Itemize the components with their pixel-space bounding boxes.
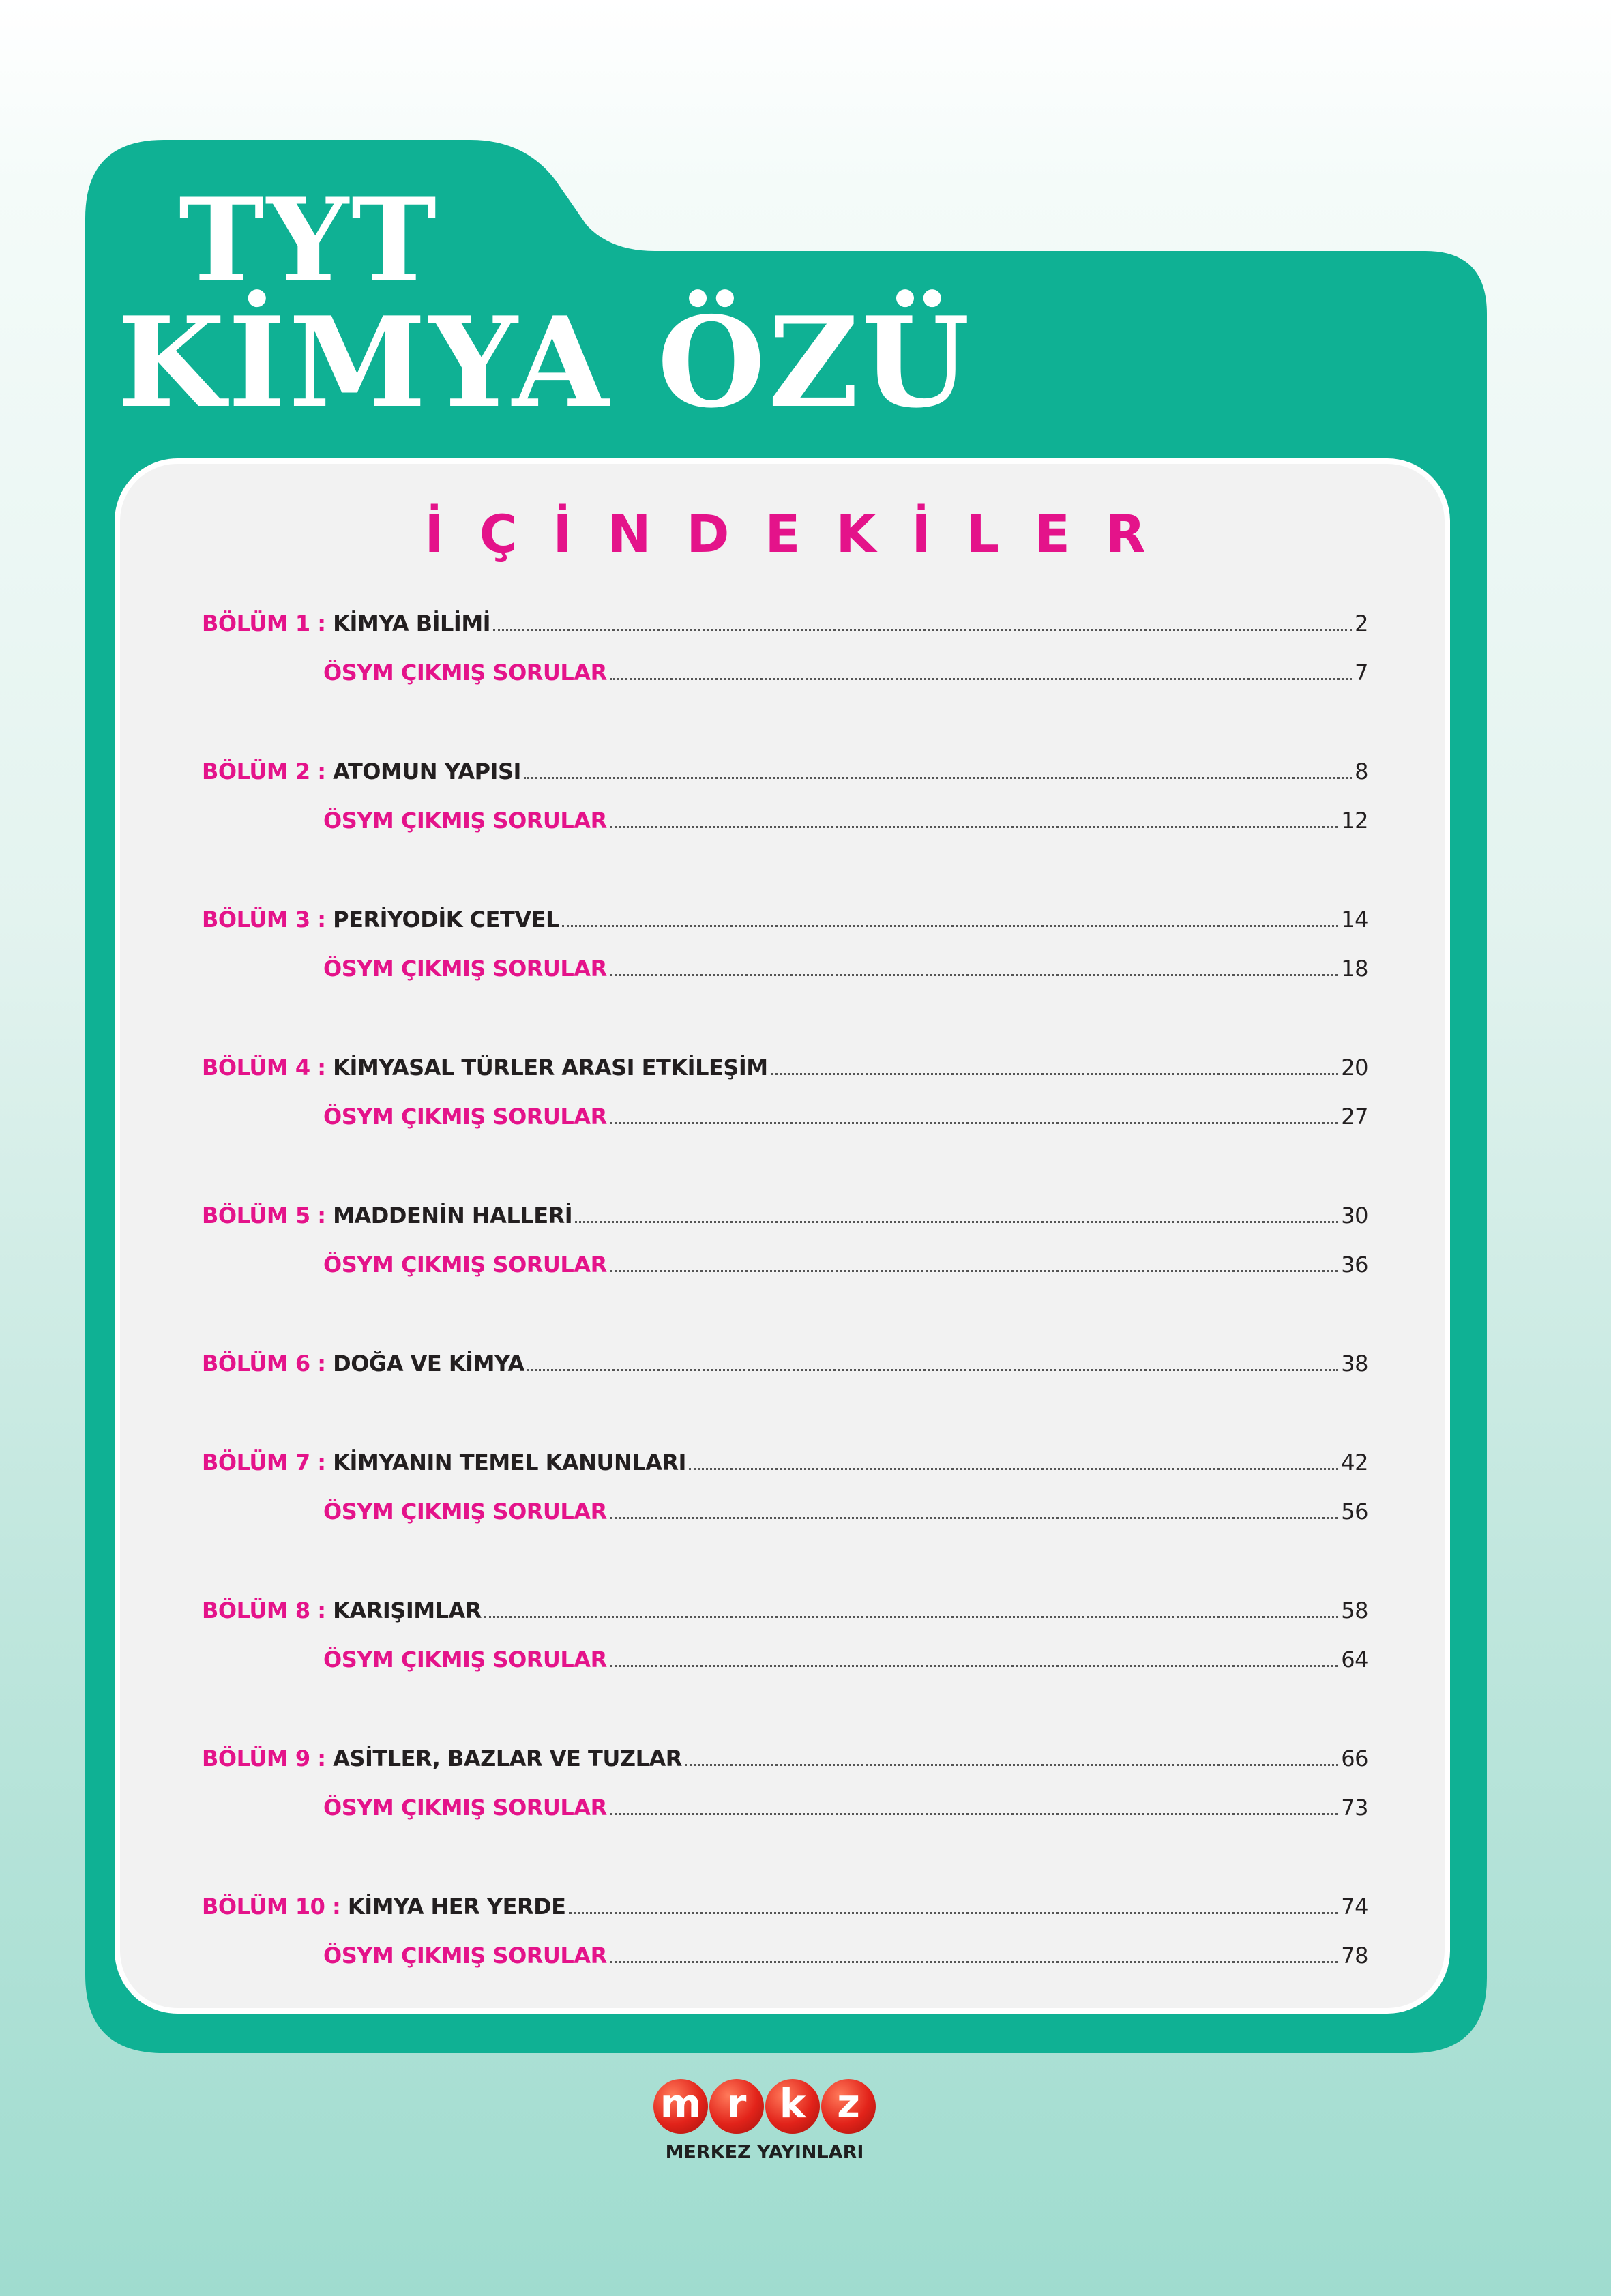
chapter-topic: ASİTLER, BAZLAR VE TUZLAR — [333, 1746, 682, 1771]
page-number: 12 — [1341, 808, 1368, 834]
chapter-label: BÖLÜM 10 : — [202, 1894, 348, 1919]
page-number: 42 — [1341, 1449, 1368, 1475]
toc-row-bolum-7[interactable] — [202, 1439, 1368, 1473]
chapter-label: BÖLÜM 5 : — [202, 1203, 334, 1228]
toc-row-bolum-6[interactable] — [202, 1340, 1368, 1377]
dot-leader — [689, 1468, 1338, 1470]
page-number: 56 — [1341, 1499, 1368, 1525]
toc-heading: İÇİNDEKİLER — [424, 503, 1181, 564]
page-number: 20 — [1341, 1055, 1368, 1080]
dot-leader — [484, 1616, 1338, 1618]
dot-leader — [610, 826, 1339, 828]
toc-row-osym-7[interactable] — [323, 1488, 1368, 1525]
page-number: 18 — [1341, 956, 1368, 982]
chapter-topic: MADDENİN HALLERİ — [333, 1203, 573, 1228]
osym-label: ÖSYM ÇIKMIŞ SORULAR — [323, 1104, 607, 1130]
logo-letter-z: z — [821, 2079, 876, 2134]
toc-row-bolum-4[interactable] — [202, 1044, 1368, 1078]
chapter-label: BÖLÜM 4 : — [202, 1055, 334, 1080]
toc-row-osym-5[interactable] — [323, 1241, 1368, 1276]
chapter-label: BÖLÜM 7 : — [202, 1449, 334, 1475]
osym-label: ÖSYM ÇIKMIŞ SORULAR — [323, 660, 607, 686]
dot-leader — [610, 1270, 1339, 1272]
page-number: 38 — [1341, 1351, 1368, 1377]
dot-leader — [562, 925, 1338, 927]
dot-leader — [610, 1665, 1339, 1667]
chapter-label: BÖLÜM 1 : — [202, 610, 334, 636]
page-number: 78 — [1341, 1943, 1368, 1969]
page-number: 64 — [1341, 1647, 1368, 1673]
page-number: 27 — [1341, 1104, 1368, 1130]
toc-row-osym-10[interactable] — [323, 1932, 1368, 1967]
chapter-label: BÖLÜM 8 : — [202, 1598, 334, 1623]
toc-row-osym-1[interactable] — [323, 649, 1368, 686]
chapter-topic: KİMYA HER YERDE — [347, 1894, 566, 1919]
page-number: 30 — [1341, 1203, 1368, 1228]
logo-letter-m: m — [653, 2079, 708, 2134]
dot-leader — [493, 629, 1352, 631]
toc-row-bolum-10[interactable] — [202, 1883, 1368, 1917]
page-number: 66 — [1341, 1746, 1368, 1771]
chapter-topic: KİMYANIN TEMEL KANUNLARI — [333, 1449, 686, 1475]
osym-label: ÖSYM ÇIKMIŞ SORULAR — [323, 1943, 607, 1969]
logo-letter-k: k — [765, 2079, 820, 2134]
toc-row-osym-4[interactable] — [323, 1093, 1368, 1128]
logo-letter-r: r — [709, 2079, 764, 2134]
chapter-label: BÖLÜM 3 : — [202, 907, 334, 932]
toc-row-bolum-8[interactable] — [202, 1587, 1368, 1621]
toc-row-bolum-1[interactable] — [202, 600, 1368, 634]
logo-letters — [651, 2079, 878, 2134]
page-number: 73 — [1341, 1795, 1368, 1821]
publisher-logo — [651, 2079, 878, 2168]
dot-leader — [610, 974, 1339, 976]
page-number: 7 — [1355, 660, 1368, 686]
dot-leader — [569, 1912, 1339, 1914]
chapter-topic: ATOMUN YAPISI — [333, 759, 521, 784]
chapter-label: BÖLÜM 2 : — [202, 759, 334, 784]
content-panel — [115, 458, 1450, 2014]
osym-label: ÖSYM ÇIKMIŞ SORULAR — [323, 1795, 607, 1821]
page-number: 8 — [1355, 759, 1368, 784]
osym-label: ÖSYM ÇIKMIŞ SORULAR — [323, 808, 607, 834]
toc-row-osym-2[interactable] — [323, 797, 1368, 834]
dot-leader — [771, 1073, 1339, 1075]
dot-leader — [610, 678, 1352, 680]
toc-row-bolum-5[interactable] — [202, 1192, 1368, 1226]
title-kimya-ozu: KİMYA ÖZÜ — [117, 289, 973, 435]
chapter-topic: KARIŞIMLAR — [333, 1598, 482, 1623]
toc-row-osym-3[interactable] — [323, 945, 1368, 980]
osym-label: ÖSYM ÇIKMIŞ SORULAR — [323, 1647, 607, 1673]
dot-leader — [527, 1369, 1339, 1371]
title-tyt: TYT — [179, 173, 439, 308]
page-number: 36 — [1341, 1252, 1368, 1278]
chapter-topic: KİMYASAL TÜRLER ARASI ETKİLEŞİM — [333, 1055, 768, 1080]
chapter-topic: PERİYODİK CETVEL — [333, 907, 559, 932]
dot-leader — [575, 1221, 1338, 1223]
publisher-name: MERKEZ YAYINLARI — [665, 2142, 864, 2163]
chapter-topic: KİMYA BİLİMİ — [333, 610, 491, 636]
dot-leader — [524, 777, 1352, 779]
page-number: 14 — [1341, 907, 1368, 932]
chapter-topic: DOĞA VE KİMYA — [333, 1351, 524, 1377]
toc-row-bolum-3[interactable] — [202, 896, 1368, 930]
toc-row-osym-9[interactable] — [323, 1784, 1368, 1819]
chapter-label: BÖLÜM 9 : — [202, 1746, 334, 1771]
toc-row-bolum-2[interactable] — [202, 748, 1368, 782]
page-number: 58 — [1341, 1598, 1368, 1623]
page-number: 74 — [1341, 1894, 1368, 1919]
dot-leader — [685, 1764, 1338, 1766]
osym-label: ÖSYM ÇIKMIŞ SORULAR — [323, 1252, 607, 1278]
dot-leader — [610, 1961, 1339, 1963]
dot-leader — [610, 1813, 1339, 1815]
page-number: 2 — [1355, 610, 1368, 636]
toc-row-bolum-9[interactable] — [202, 1735, 1368, 1769]
dot-leader — [610, 1122, 1339, 1124]
dot-leader — [610, 1517, 1339, 1519]
chapter-label: BÖLÜM 6 : — [202, 1351, 334, 1377]
osym-label: ÖSYM ÇIKMIŞ SORULAR — [323, 1499, 607, 1525]
toc-row-osym-8[interactable] — [323, 1636, 1368, 1671]
osym-label: ÖSYM ÇIKMIŞ SORULAR — [323, 956, 607, 982]
